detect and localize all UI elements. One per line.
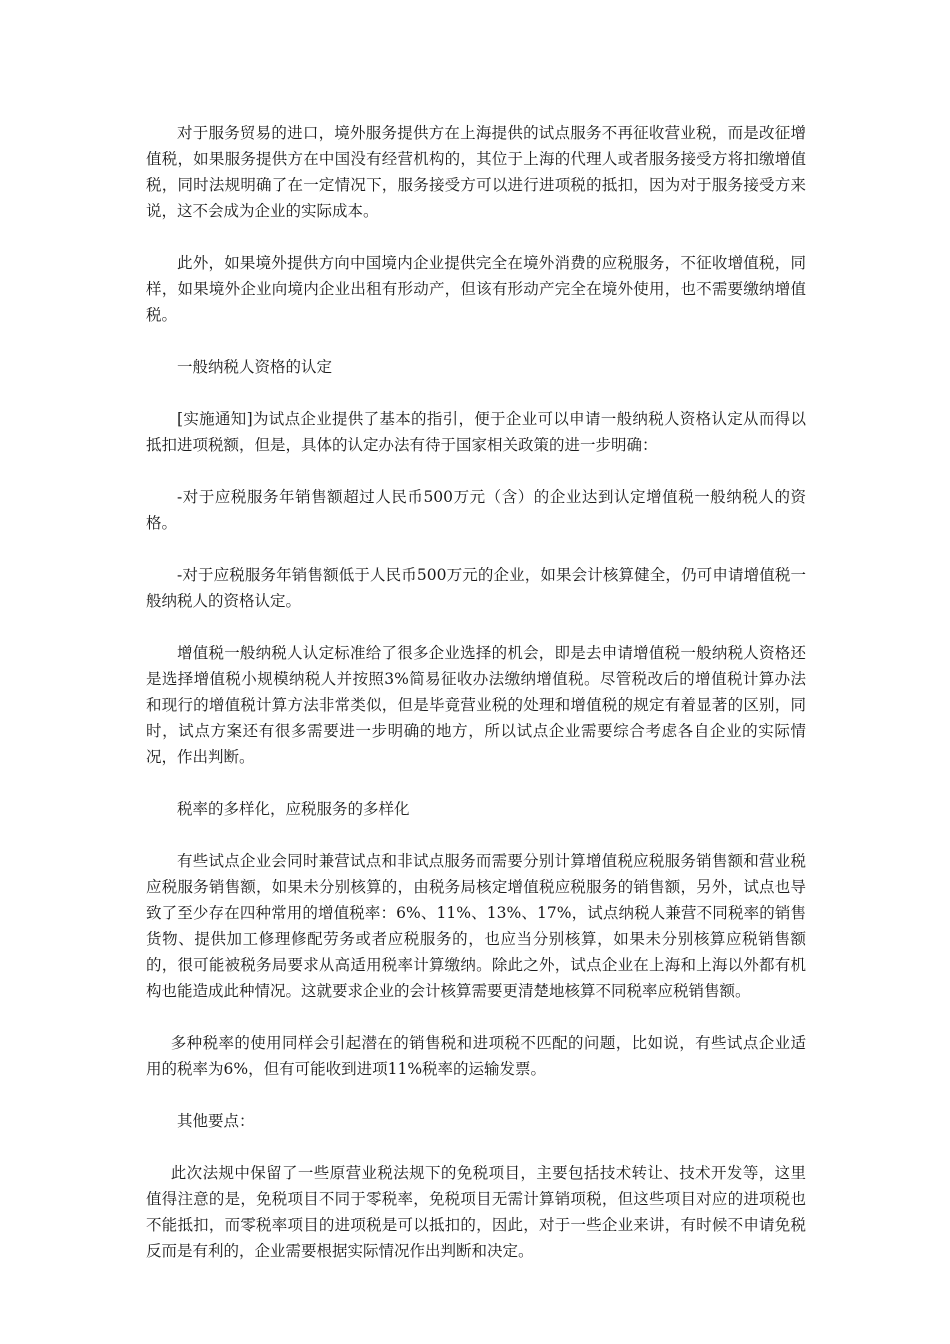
section-heading-tax-rate-diversity: 税率的多样化，应税服务的多样化 xyxy=(177,800,410,818)
paragraph-over-threshold: -对于应税服务年销售额超过人民币500万元（含）的企业达到认定增值税一般纳税人的资格。 xyxy=(146,488,806,532)
paragraph-under-threshold: -对于应税服务年销售额低于人民币500万元的企业，如果会计核算健全，仍可申请增值税一般纳税人的资格认定。 xyxy=(146,566,806,610)
section-heading-other-points: 其他要点： xyxy=(177,1112,255,1130)
paragraph-rate-mismatch: 多种税率的使用同样会引起潜在的销售税和进项税不匹配的问题，比如说，有些试点企业适用的税率为6%，但有可能收到进项11%税率的运输发票。 xyxy=(146,1034,806,1078)
section-heading-general-taxpayer: 一般纳税人资格的认定 xyxy=(177,358,333,376)
paragraph-implementation-notice: [实施通知]为试点企业提供了基本的指引，便于企业可以申请一般纳税人资格认定从而得以抵扣进项税额，但是，具体的认定办法有待于国家相关政策的进一步明确： xyxy=(146,410,806,454)
paragraph-service-import: 对于服务贸易的进口，境外服务提供方在上海提供的试点服务不再征收营业税，而是改征增值税，如果服务提供方在中国没有经营机构的，其位于上海的代理人或者服务接受方将扣缴增值税，同时法规明确了在一定情况下，服务接受方可以进行进项税的抵扣，因为对于服务接受方来说，这不会成为企业的实际成本。 xyxy=(146,124,806,220)
paragraph-taxpayer-choice: 增值税一般纳税人认定标准给了很多企业选择的机会，即是去申请增值税一般纳税人资格还是选择增值税小规模纳税人并按照3%简易征收办法缴纳增值税。尽管税改后的增值税计算办法和现行的增值税计算方法非常类似，但是毕竟营业税的处理和增值税的规定有着显著的区别，同时，试点方案还有很多需要进一步明确的地方，所以试点企业需要综合考虑各自企业的实际情况，作出判断。 xyxy=(146,644,806,766)
paragraph-exempt-items: 此次法规中保留了一些原营业税法规下的免税项目，主要包括技术转让、技术开发等，这里值得注意的是，免税项目不同于零税率，免税项目无需计算销项税，但这些项目对应的进项税也不能抵扣，而零税率项目的进项税是可以抵扣的，因此，对于一些企业来讲，有时候不申请免税反而是有利的，企业需要根据实际情况作出判断和决定。 xyxy=(146,1164,806,1260)
document-body xyxy=(146,120,806,1290)
paragraph-overseas-consumption: 此外，如果境外提供方向中国境内企业提供完全在境外消费的应税服务，不征收增值税，同样，如果境外企业向境内企业出租有形动产，但该有形动产完全在境外使用，也不需要缴纳增值税。 xyxy=(146,254,806,324)
paragraph-mixed-services: 有些试点企业会同时兼营试点和非试点服务而需要分别计算增值税应税服务销售额和营业税应税服务销售额，如果未分别核算的，由税务局核定增值税应税服务的销售额，另外，试点也导致了至少存在四种常用的增值税率：6%、11%、13%、17%，试点纳税人兼营不同税率的销售货物、提供加工修理修配劳务或者应税服务的，也应当分别核算，如果未分别核算应税销售额的，很可能被税务局要求从高适用税率计算缴纳。除此之外，试点企业在上海和上海以外都有机构也能造成此种情况。这就要求企业的会计核算需要更清楚地核算不同税率应税销售额。 xyxy=(146,852,806,1000)
